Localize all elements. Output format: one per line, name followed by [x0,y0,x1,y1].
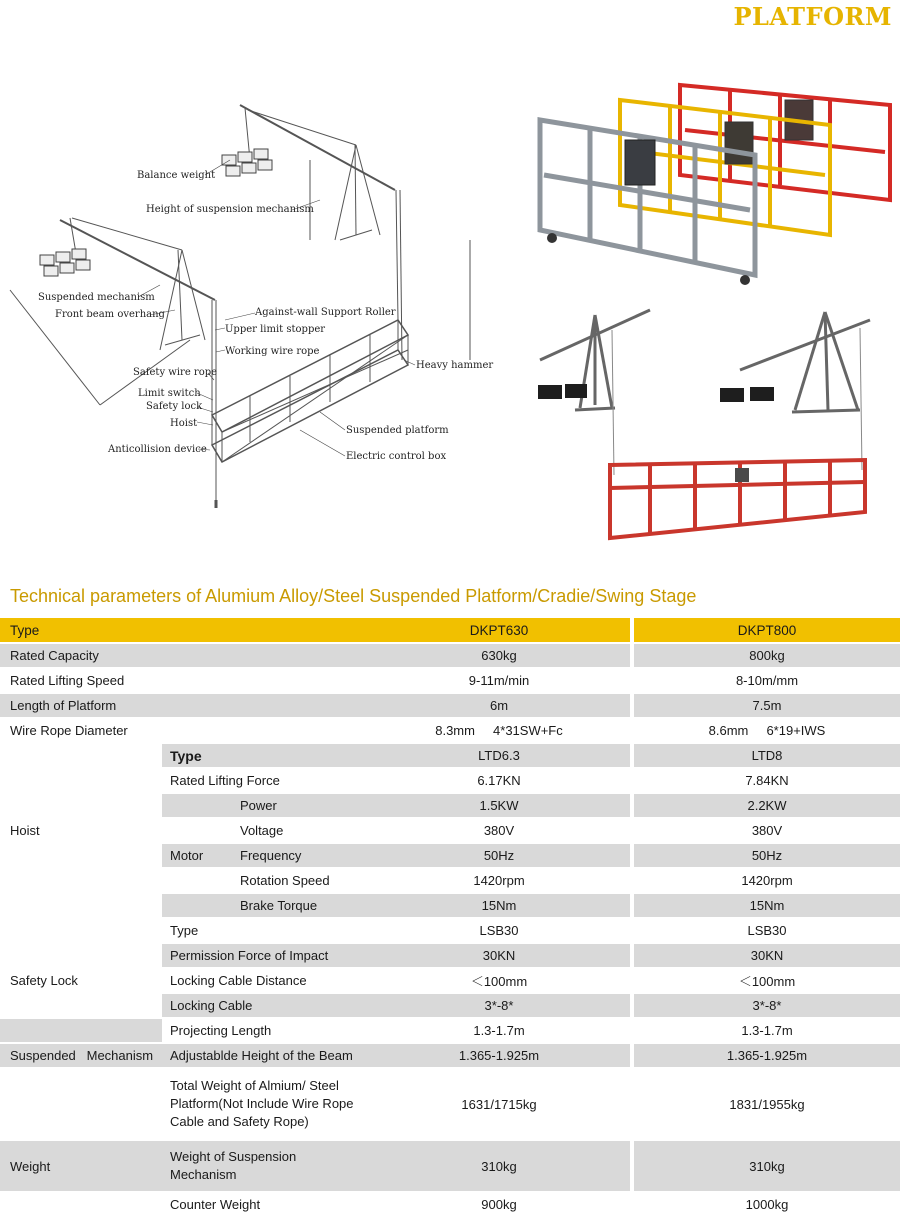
label-suspended-mechanism: Suspended mechanism [38,292,155,303]
row-value: 1420rpm [473,873,525,888]
row-value: LTD8 [634,744,900,767]
row-value: 6.17KN [477,773,521,788]
label-safety-lock: Safety lock [146,401,203,412]
row-value: 1.3-1.7m [473,1023,525,1038]
row-value: 8-10m/mm [735,673,799,688]
table-row [0,719,900,742]
group-label-hoist: Hoist [10,823,40,838]
label-working-wire-rope: Working wire rope [225,346,320,357]
row-value: 1420rpm [741,873,793,888]
row-label: Rated Lifting Force [170,773,280,788]
row-label: Type [170,923,199,938]
table-row [0,769,900,792]
platform-photo-installed [530,300,900,550]
row-label: Rated Lifting Speed [10,673,125,688]
row-value: 310kg [368,1141,630,1191]
label-suspended-platform: Suspended platform [346,425,449,436]
group-label-safety-lock: Safety Lock [10,973,78,988]
header-model-dkpt630: DKPT630 [368,618,630,642]
row-value: 1831/1955kg [729,1096,805,1112]
label-upper-limit-stopper: Upper limit stopper [225,324,326,335]
row-value: LSB30 [747,923,787,938]
label-balance-weight: Balance weight [137,170,216,181]
header-model-dkpt800: DKPT800 [634,618,900,642]
table-row [0,869,900,892]
row-value: 8.6mm 6*19+IWS [708,723,826,738]
row-label: Length of Platform [0,694,368,717]
label-limit-switch: Limit switch [138,388,201,399]
table-row [0,944,900,967]
label-hoist: Hoist [170,418,198,429]
row-value: 15Nm [368,894,630,917]
table-row [0,819,900,842]
row-value: 15Nm [634,894,900,917]
red-platform [680,85,890,200]
row-label: Adjustablde Height of the Beam [162,1044,368,1067]
row-value: 310kg [634,1141,900,1191]
row-value: 50Hz [368,844,630,867]
brand-title: PLATFORM [733,2,892,31]
row-value: 7.5m [634,694,900,717]
table-row [0,969,900,992]
label-height-of-suspension: Height of suspension mechanism [146,204,314,215]
row-label: Rotation Speed [240,873,330,888]
row-label: Frequency [234,844,368,867]
row-value: 9-11m/min [468,673,530,688]
table-row [0,1069,900,1139]
row-label: Locking Cable [162,994,368,1017]
row-label: Counter Weight [170,1197,261,1212]
table-row [0,1019,900,1042]
row-value: LSB30 [479,923,519,938]
row-value: 1.365-1.925m [634,1044,900,1067]
platform-photo-colors [530,60,900,300]
row-label: Voltage [240,823,284,838]
row-value: 8.3mm 4*31SW+Fc [435,723,563,738]
row-label: Wire Rope Diameter [10,723,128,738]
row-value: 6m [368,694,630,717]
row-value: 1.5KW [368,794,630,817]
row-label: Locking Cable Distance [170,973,307,988]
table-row [0,694,900,717]
row-label: Brake Torque [162,894,368,917]
table-row [0,794,900,817]
gray-platform [540,120,755,285]
table-row [0,894,900,917]
row-value: 50Hz [634,844,900,867]
row-label: Projecting Length [170,1023,272,1038]
row-value: ＜100mm [738,974,796,989]
label-safety-wire-rope: Safety wire rope [133,367,218,378]
label-front-beam-overhang: Front beam overhang [55,309,165,320]
label-anticollision-device: Anticollision device [108,444,207,455]
row-value: 630kg [368,644,630,667]
platform-diagram [0,60,520,530]
spec-table [0,616,900,1218]
group-label-motor: Motor [162,844,234,867]
label-electric-control-box: Electric control box [346,451,447,462]
row-value: 3*-8* [634,994,900,1017]
row-value: 380V [483,823,515,838]
row-value: 1.365-1.925m [368,1044,630,1067]
row-value: 1.3-1.7m [741,1023,793,1038]
row-label: Total Weight of Almium/ Steel Platform(Not Include Wire Rope Cable and Safety Rope) [170,1078,354,1129]
label-heavy-hammer: Heavy hammer [416,360,494,371]
row-value: 380V [751,823,783,838]
table-row [0,919,900,942]
table-row [0,644,900,667]
table-row [0,1193,900,1216]
table-row [0,844,900,867]
group-label-suspended-mechanism: Suspended Mechanism [0,1044,162,1067]
row-value: 1000kg [745,1197,789,1212]
row-value: 30KN [368,944,630,967]
row-value: 7.84KN [745,773,789,788]
table-row [0,1044,900,1067]
row-label: Power [162,794,368,817]
row-label: Permission Force of Impact [162,944,368,967]
row-value: 800kg [634,644,900,667]
row-value: 1631/1715kg [461,1096,537,1112]
table-header-row [0,618,900,642]
table-row [0,744,900,767]
row-value: ＜100mm [470,974,528,989]
table-row [0,669,900,692]
row-value: LTD6.3 [368,744,630,767]
table-row [0,1141,900,1191]
row-value: 30KN [634,944,900,967]
row-value: 900kg [481,1197,517,1212]
section-title: Technical parameters of Alumium Alloy/Steel Suspended Platform/Cradie/Swing Stage [10,586,697,606]
table-row [0,994,900,1017]
row-label: Rated Capacity [0,644,368,667]
row-value: 3*-8* [368,994,630,1017]
row-label: Weight of Suspension Mechanism [162,1141,368,1191]
label-against-wall-roller: Against-wall Support Roller [255,307,396,318]
row-label: Type [162,744,368,767]
header-type-label: Type [0,618,368,642]
group-label-weight: Weight [0,1141,162,1191]
row-value: 2.2KW [634,794,900,817]
